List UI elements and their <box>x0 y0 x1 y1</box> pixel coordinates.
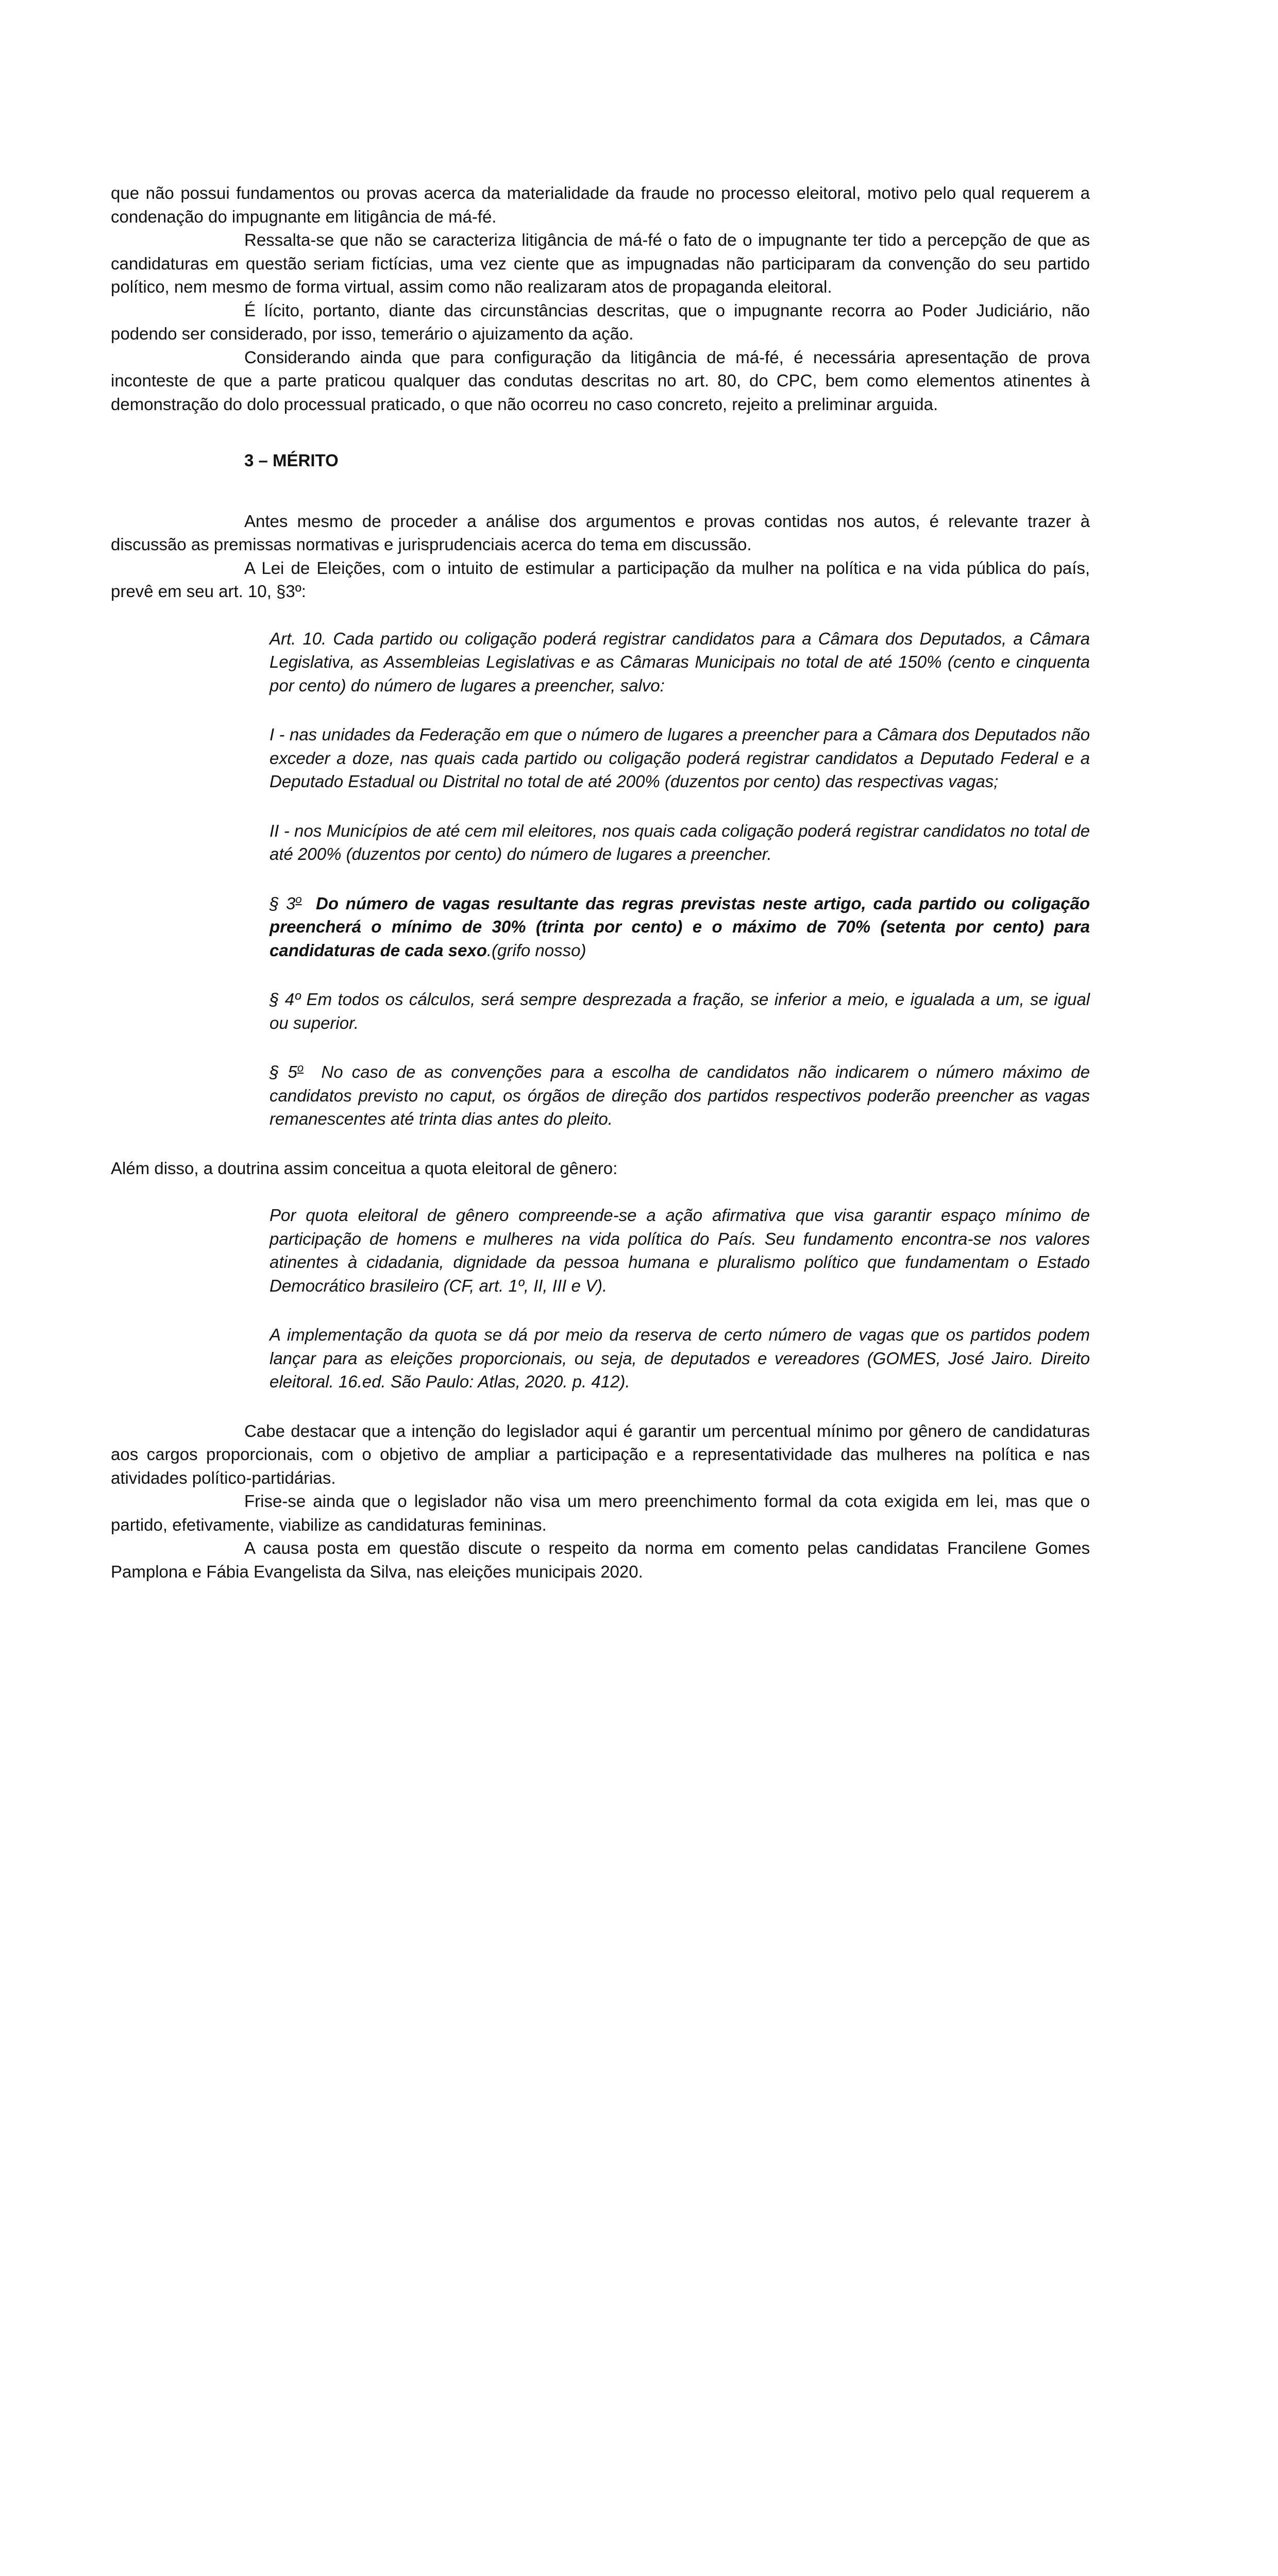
paragraph-cabe-destacar: Cabe destacar que a intenção do legislador aqui é garantir um percentual mínimo por gênero de candidaturas aos cargos proporcionais, com o objetivo de ampliar a participação e a representatividade das mulheres na política e nas atividades político-partidárias. <box>111 1421 1090 1487</box>
document-footer <box>0 1664 1278 1808</box>
section-title-merito: 3 – MÉRITO <box>244 451 339 470</box>
par5-prefix: § 5 <box>270 1062 297 1081</box>
par3-ordinal: o <box>295 892 302 906</box>
paragraph-ressalta: Ressalta-se que não se caracteriza litigância de má-fé o fato de o impugnante ter tido a percepção de que as candidaturas em questão seriam fictícias, uma vez ciente que as impugnadas não participaram da convenção do seu partido político, nem mesmo de forma virtual, assim como não realizaram atos de propaganda eleitoral. <box>111 230 1090 296</box>
par3-bold-text: Do número de vagas resultante das regras previstas neste artigo, cada partido ou coligação preencherá o mínimo de 30% (trinta por cento) e o máximo de 70% (setenta por cento) para candidaturas de cada sexo <box>270 893 1090 960</box>
paragraph-doutrina: Além disso, a doutrina assim conceitua a quota eleitoral de gênero: <box>111 1158 618 1178</box>
quote-art-10: Art. 10. Cada partido ou coligação poderá registrar candidatos para a Câmara dos Deputados, a Câmara Legislativa, as Assembleias Legislativas e as Câmaras Municipais no total de até 150% (cento e cinquenta por cento) do número de lugares a preencher, salvo: <box>270 629 1090 695</box>
quote-doctrine-2: A implementação da quota se dá por meio da reserva de certo número de vagas que os partidos podem lançar para as eleições proporcionais, ou seja, de deputados e vereadores (GOMES, José Jairo. Direito eleitoral. 16.ed. São Paulo: Atlas, 2020. p. 412). <box>270 1325 1090 1391</box>
par3-prefix: § 3 <box>270 893 296 913</box>
quote-inciso-ii: II - nos Municípios de até cem mil eleitores, nos quais cada coligação poderá registrar candidatos no total de até 200% (duzentos por cento) do número de lugares a preencher. <box>270 821 1090 863</box>
par5-ordinal: o <box>297 1061 304 1074</box>
paragraph-frise-se: Frise-se ainda que o legislador não visa um mero preenchimento formal da cota exigida em lei, mas que o partido, efetivamente, viabilize as candidaturas femininas. <box>111 1492 1090 1534</box>
quote-paragraph-5 <box>270 1060 1090 1131</box>
paragraph-lei-eleicoes: A Lei de Eleições, com o intuito de estimular a participação da mulher na política e na vida pública do país, prevê em seu art. 10, §3º: <box>111 558 1090 601</box>
paragraph-continuation: que não possui fundamentos ou provas acerca da materialidade da fraude no processo eleitoral, motivo pelo qual requerem a condenação do impugnante em litigância de má-fé. <box>111 183 1090 226</box>
document-body <box>111 181 1090 1583</box>
quote-inciso-i: I - nas unidades da Federação em que o número de lugares a preencher para a Câmara dos Deputados não exceder a doze, nas quais cada partido ou coligação poderá registrar candidatos a Deputado Federal e a Deputado Estadual ou Distrital no total de até 200% (duzentos por cento) das respectivas vagas; <box>270 725 1090 791</box>
paragraph-licito: É lícito, portanto, diante das circunstâncias descritas, que o impugnante recorra ao Poder Judiciário, não podendo ser considerado, por isso, temerário o ajuizamento da ação. <box>111 300 1090 343</box>
paragraph-considerando: Considerando ainda que para configuração da litigância de má-fé, é necessária apresentação de prova inconteste de que a parte praticou qualquer das condutas descritas no art. 80, do CPC, bem como elementos atinentes à demonstração do dolo processual praticado, o que não ocorreu no caso concreto, rejeito a preliminar arguida. <box>111 347 1090 414</box>
quote-doctrine-1: Por quota eleitoral de gênero compreende-se a ação afirmativa que visa garantir espaço mínimo de participação de homens e mulheres na vida política do País. Seu fundamento encontra-se nos valores atinentes à cidadania, dignidade da pessoa humana e pluralismo político que fundamentam o Estado Democrático brasileiro (CF, art. 1º, II, III e V). <box>270 1206 1090 1295</box>
par5-text: No caso de as convenções para a escolha de candidatos não indicarem o número máximo de candidatos previsto no caput, os órgãos de direção dos partidos respectivos poderão preencher as vagas remanescentes até trinta dias antes do pleito. <box>270 1062 1090 1128</box>
quote-paragraph-3 <box>270 892 1090 962</box>
paragraph-antes-mesmo: Antes mesmo de proceder a análise dos argumentos e provas contidas nos autos, é relevante trazer à discussão as premissas normativas e jurisprudenciais acerca do tema em discussão. <box>111 511 1090 554</box>
par3-suffix: .(grifo nosso) <box>486 940 586 960</box>
paragraph-causa-posta: A causa posta em questão discute o respeito da norma em comento pelas candidatas Francilene Gomes Pamplona e Fábia Evangelista da Silva, nas eleições municipais 2020. <box>111 1538 1090 1581</box>
quote-paragraph-4: § 4º Em todos os cálculos, será sempre desprezada a fração, se inferior a meio, e igualada a um, se igual ou superior. <box>270 990 1090 1032</box>
